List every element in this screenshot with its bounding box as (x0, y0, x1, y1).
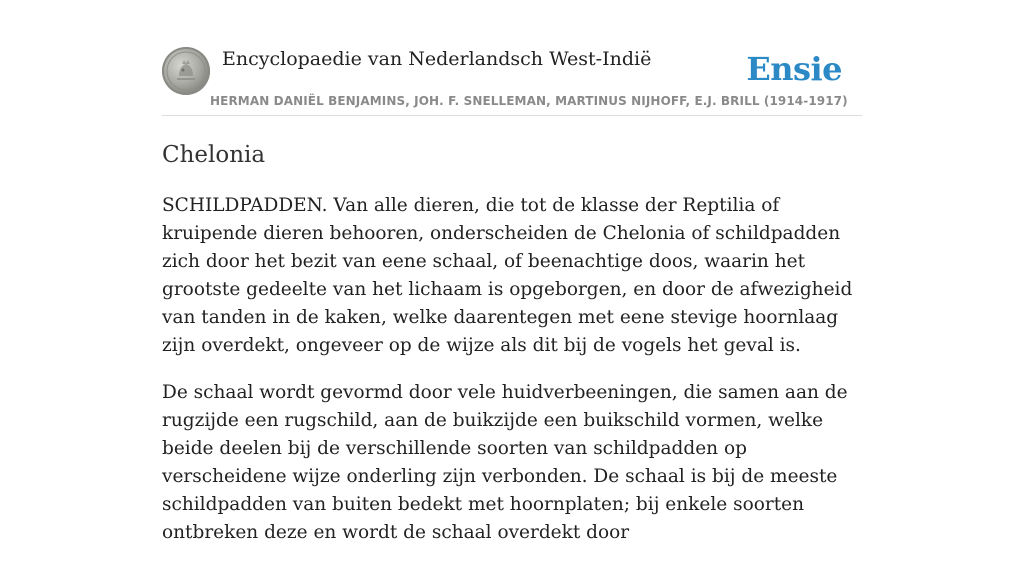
coin-icon[interactable] (162, 47, 210, 95)
entry-title: Chelonia (162, 142, 266, 168)
authors-line: HERMAN DANIËL BENJAMINS, JOH. F. SNELLEMAN, MARTINUS NIJHOFF, E.J. BRILL (1914-1917) (210, 94, 848, 108)
paragraph: SCHILDPADDEN. Van alle dieren, die tot de klasse der Reptilia of kruipende dieren behooren, onderscheiden de Chelonia of schildpadden zich door het bezit van eene schaal, of beenachtige doos, waarin het grootste gedeelte van het lichaam is opgeborgen, en door de afwezigheid van tanden in de kaken, welke daarentegen met eene stevige hoornlaag zijn overdekt, ongeveer op de wijze als dit bij de vogels het geval is. (162, 195, 853, 356)
brand-logo[interactable]: Ensie (746, 50, 842, 88)
coin-emblem-icon (162, 47, 210, 95)
entry-body (162, 192, 867, 566)
book-title[interactable]: Encyclopaedie van Nederlandsch West-Indië (222, 48, 652, 70)
paragraph: De schaal wordt gevormd door vele huidverbeeningen, die samen aan de rugzijde een rugschild, aan de buikzijde een buikschild vormen, welke beide deelen bij de verschillende soorten van schildpadden op verscheidene wijze onderling zijn verbonden. De schaal is bij de meeste schildpadden van buiten bedekt met hoornplaten; bij enkele soorten ontbreken deze en wordt de schaal overdekt door (162, 382, 848, 543)
page (162, 0, 862, 543)
header (162, 0, 862, 116)
